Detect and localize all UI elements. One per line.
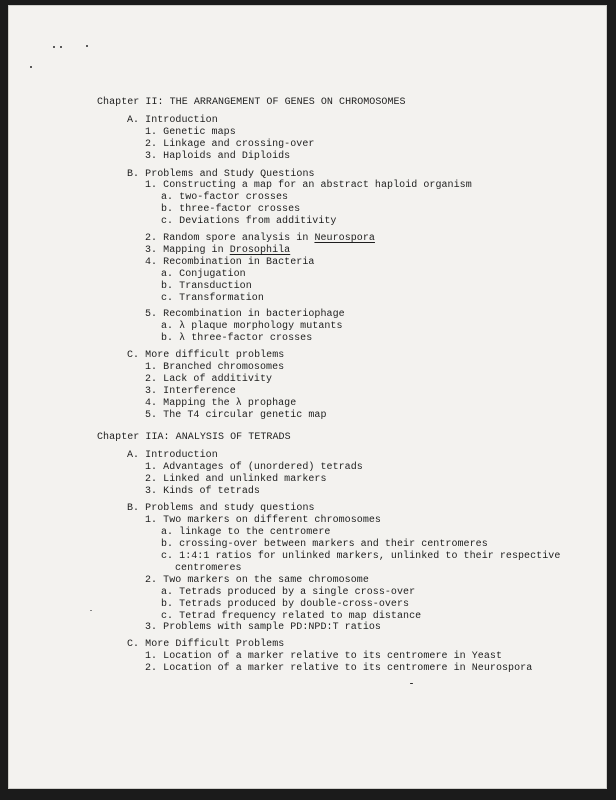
ch2-b-subitem: b. Transduction: [161, 281, 252, 292]
ch2-b-item: 5. Recombination in bacteriophage: [145, 309, 345, 320]
chapter-2a-heading: Chapter IIA: ANALYSIS OF TETRADS: [97, 432, 291, 443]
ch2a-section-b-label: B. Problems and study questions: [127, 503, 315, 514]
ch2a-a-item: 2. Linked and unlinked markers: [145, 474, 327, 485]
ch2-c-item: 1. Branched chromosomes: [145, 362, 285, 373]
ch2a-b-item: 3. Problems with sample PD:NPD:T ratios: [145, 622, 381, 633]
ch2a-c-item: 1. Location of a marker relative to its centromere in Yeast: [145, 651, 503, 662]
ch2a-b-item: 2. Two markers on the same chromosome: [145, 575, 369, 586]
ch2a-b-subitem-continuation: centromeres: [175, 563, 242, 574]
paper-speck: [53, 46, 55, 48]
ch2a-b-subitem: a. Tetrads produced by a single cross-over: [161, 587, 416, 598]
organism-name: Drosophila: [229, 245, 291, 256]
paper-speck: [86, 45, 88, 47]
ch2a-b-subitem: c. 1:4:1 ratios for unlinked markers, unlinked to their respective: [161, 551, 561, 562]
ch2-b-subitem: c. Transformation: [161, 293, 264, 304]
ch2-b-item: [145, 245, 290, 257]
ch2-b-subitem: b. λ three-factor crosses: [161, 333, 313, 344]
ch2-a-item: 2. Linkage and crossing-over: [145, 139, 315, 150]
ch2-b-item: 4. Recombination in Bacteria: [145, 257, 315, 268]
ch2-b-item: 1. Constructing a map for an abstract haploid organism: [145, 180, 472, 191]
ch2-b-item: [145, 233, 375, 245]
ch2-b-subitem: a. λ plaque morphology mutants: [161, 321, 343, 332]
ch2a-b-subitem: b. Tetrads produced by double-cross-overs: [161, 599, 410, 610]
organism-name: Neurospora: [314, 233, 375, 244]
ch2a-b-subitem: b. crossing-over between markers and their centromeres: [161, 539, 488, 550]
ch2a-b-subitem: c. Tetrad frequency related to map distance: [161, 611, 422, 622]
ch2-b-subitem: c. Deviations from additivity: [161, 216, 337, 227]
ch2a-section-a-label: A. Introduction: [127, 450, 218, 461]
ch2-b-subitem: b. three-factor crosses: [161, 204, 301, 215]
ch2-section-b-label: B. Problems and Study Questions: [127, 169, 315, 180]
paper-speck: [410, 683, 413, 684]
paper-speck: [30, 66, 32, 68]
ch2-a-item: 1. Genetic maps: [145, 127, 236, 138]
document-page: [8, 5, 607, 789]
ch2a-b-subitem: a. linkage to the centromere: [161, 527, 331, 538]
ch2-c-item: 3. Interference: [145, 386, 236, 397]
ch2a-a-item: 3. Kinds of tetrads: [145, 486, 260, 497]
ch2-c-item: 4. Mapping the λ prophage: [145, 398, 297, 409]
ch2-a-item: 3. Haploids and Diploids: [145, 151, 291, 162]
ch2-section-c-label: C. More difficult problems: [127, 350, 285, 361]
ch2a-b-item: 1. Two markers on different chromosomes: [145, 515, 381, 526]
paper-speck: [90, 610, 92, 611]
ch2a-a-item: 1. Advantages of (unordered) tetrads: [145, 462, 363, 473]
ch2-b-subitem: a. two-factor crosses: [161, 192, 289, 203]
paper-speck: [60, 46, 62, 48]
ch2-b-subitem: a. Conjugation: [161, 269, 246, 280]
ch2-b-item-text: 3. Mapping in: [145, 245, 230, 256]
ch2a-c-item: 2. Location of a marker relative to its centromere in Neurospora: [145, 663, 533, 674]
ch2a-section-c-label: C. More Difficult Problems: [127, 639, 285, 650]
ch2-c-item: 2. Lack of additivity: [145, 374, 273, 385]
ch2-section-a-label: A. Introduction: [127, 115, 218, 126]
chapter-2-heading: Chapter II: THE ARRANGEMENT OF GENES ON CHROMOSOMES: [97, 97, 406, 108]
ch2-c-item: 5. The T4 circular genetic map: [145, 410, 327, 421]
ch2-b-item-text: 2. Random spore analysis in: [145, 233, 315, 244]
